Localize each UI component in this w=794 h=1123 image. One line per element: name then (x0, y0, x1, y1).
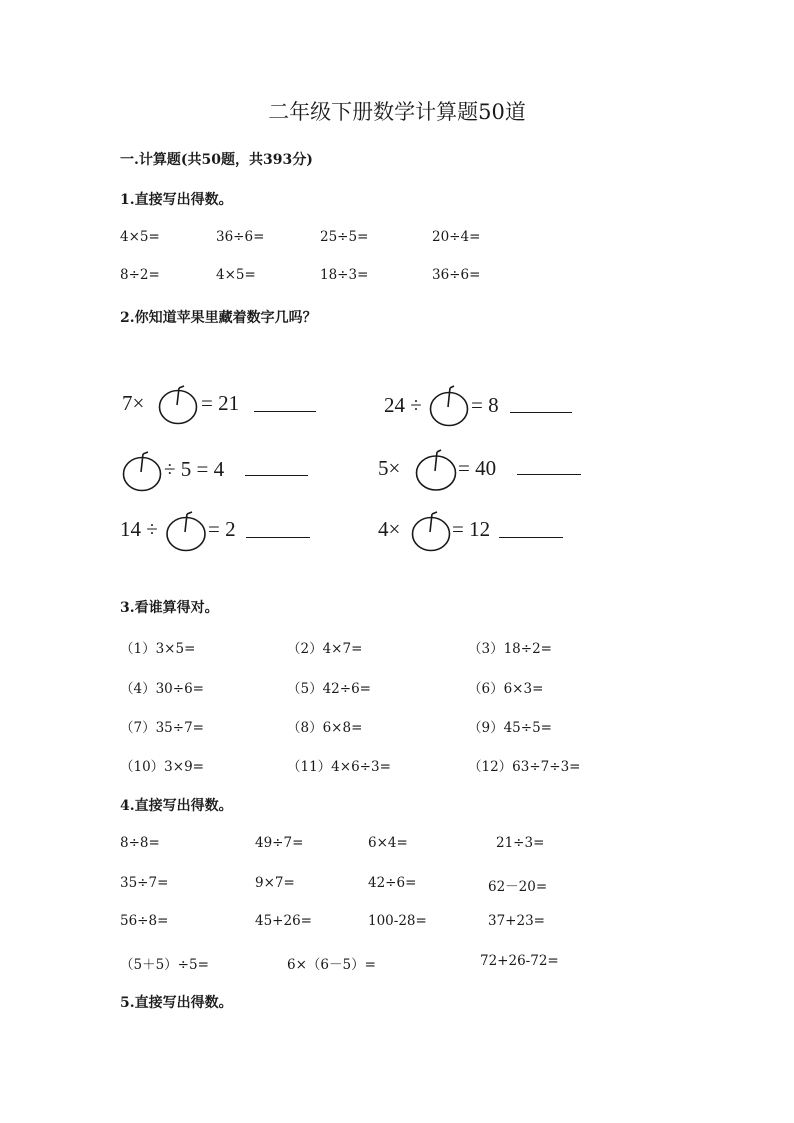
answer-blank (245, 475, 308, 476)
apple-eq-before: 7× (122, 391, 145, 415)
q4-item: 6×（6－5）= (287, 957, 376, 973)
q3-item: （1）3×5= (120, 641, 196, 657)
q3-item: （6）6×3= (468, 681, 544, 697)
q3-item: （5）42÷6= (287, 681, 371, 697)
apple-eq-before: 14 ÷ (120, 517, 158, 541)
q3-item: （3）18÷2= (468, 641, 552, 657)
q3-item: （11）4×6÷3= (287, 759, 391, 775)
section-heading: 一.计算题(共50题，共393分) (120, 152, 313, 168)
apple-eq-before: 24 ÷ (384, 393, 422, 417)
q4-item: （5＋5）÷5= (120, 957, 209, 973)
q4-item: 56÷8= (120, 913, 169, 929)
q4-item: 45+26= (255, 913, 312, 929)
question-5-label: 5.直接写出得数。 (120, 995, 233, 1011)
q1-item: 8÷2= (120, 267, 160, 283)
answer-blank (510, 412, 572, 413)
q3-item: （9）45÷5= (468, 720, 552, 736)
question-4-label: 4.直接写出得数。 (120, 798, 233, 814)
q1-item: 4×5= (216, 267, 256, 283)
apple-eq-after: ÷ 5 = 4 (164, 457, 225, 481)
q3-item: （2）4×7= (287, 641, 363, 657)
apple-icon (429, 384, 471, 428)
q4-item: 8÷8= (120, 835, 160, 851)
q4-item: 37+23= (488, 913, 545, 929)
apple-icon (414, 447, 458, 493)
q4-item: 6×4= (368, 835, 408, 851)
page-title: 二年级下册数学计算题50道 (268, 100, 526, 124)
apple-icon (164, 509, 208, 553)
apple-eq-after: = 8 (471, 393, 499, 417)
q3-item: （12）63÷7÷3= (468, 759, 581, 775)
apple-icon (410, 509, 452, 553)
q4-item: 49÷7= (255, 835, 304, 851)
q3-item: （10）3×9= (120, 759, 204, 775)
apple-icon (121, 449, 163, 493)
q3-item: （7）35÷7= (120, 720, 204, 736)
q1-item: 4×5= (120, 229, 160, 245)
q1-item: 18÷3= (320, 267, 369, 283)
question-1-label: 1.直接写出得数。 (120, 192, 233, 208)
q4-item: 72+26-72= (480, 953, 559, 969)
q3-item: （4）30÷6= (120, 681, 204, 697)
answer-blank (499, 537, 563, 538)
q4-item: 9×7= (255, 875, 295, 891)
q4-item: 100-28= (368, 913, 427, 929)
answer-blank (246, 537, 310, 538)
answer-blank (254, 411, 316, 412)
apple-eq-after: = 21 (201, 391, 240, 415)
apple-eq-before: 5× (378, 456, 401, 480)
apple-eq-after: = 2 (208, 517, 236, 541)
apple-eq-after: = 40 (458, 456, 497, 480)
q4-item: 21÷3= (496, 835, 545, 851)
question-2-label: 2.你知道苹果里藏着数字几吗？ (120, 310, 317, 326)
q4-item: 35÷7= (120, 875, 169, 891)
apple-eq-before: 4× (378, 517, 401, 541)
q4-item: 62－20= (488, 879, 548, 895)
q1-item: 25÷5= (320, 229, 369, 245)
q1-item: 20÷4= (432, 229, 481, 245)
q4-item: 42÷6= (368, 875, 417, 891)
q1-item: 36÷6= (216, 229, 265, 245)
apple-icon (158, 383, 200, 427)
answer-blank (517, 474, 581, 475)
q3-item: （8）6×8= (287, 720, 363, 736)
q1-item: 36÷6= (432, 267, 481, 283)
apple-eq-after: = 12 (452, 517, 491, 541)
question-3-label: 3.看谁算得对。 (120, 600, 219, 616)
